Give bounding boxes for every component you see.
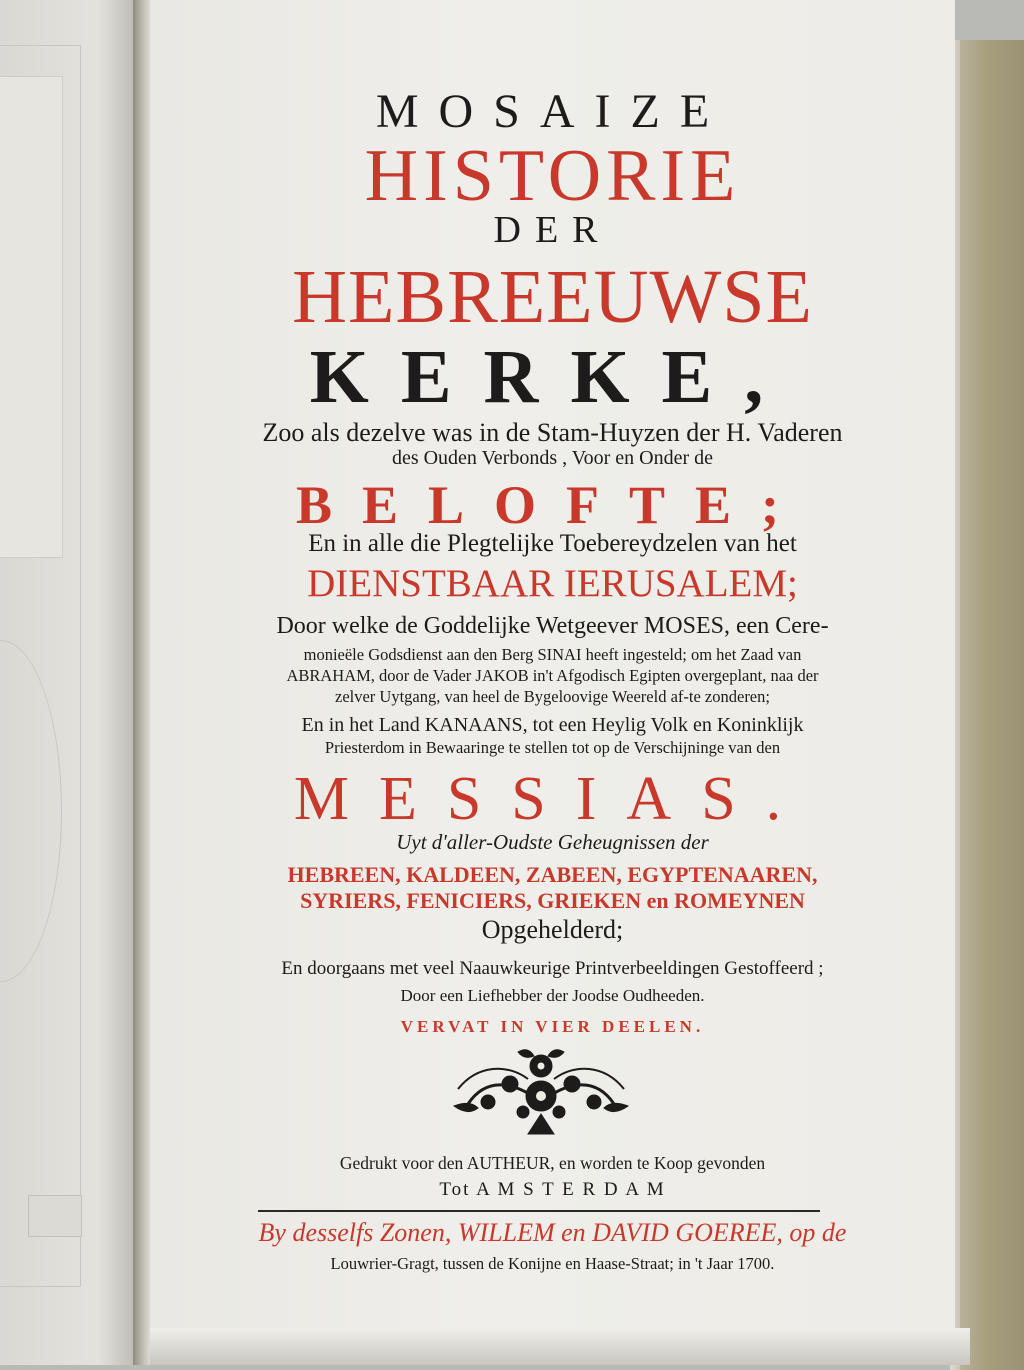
imprint-line-1: By desselfs Zonen, WILLEM en DAVID GOEREE, op de xyxy=(258,1218,847,1247)
opgehelderd-line: Opgehelderd; xyxy=(481,915,624,944)
title-line-kerke: KERKE, xyxy=(309,335,796,419)
doorgaans-line: En doorgaans met veel Naauwkeurige Printverbeeldingen Gestoffeerd ; xyxy=(281,958,824,979)
volumes-line: VERVAT IN VIER DEELEN. xyxy=(400,1017,705,1036)
paragraph-line-5: En in het Land KANAANS, tot een Heylig Volk en Koninklijk xyxy=(301,714,804,736)
title-line-belofte: BELOFTE; xyxy=(295,475,810,535)
imprint-rule xyxy=(258,1210,820,1212)
peoples-line-1: HEBREEN, KALDEEN, ZABEEN, EGYPTENAAREN, xyxy=(287,862,818,887)
paragraph-line-4: zelver Uytgang, van heel de Bygeloovige Weereld af-te zonderen; xyxy=(335,687,770,706)
facing-plate-panel xyxy=(0,76,63,558)
sources-intro: Uyt d'aller-Oudste Geheugnissen der xyxy=(396,830,709,854)
paragraph-line-6: Priesterdom in Bewaaringe te stellen tot op de Verschijninge van den xyxy=(324,738,781,757)
author-line: Door een Liefhebber der Joodse Oudheeden. xyxy=(400,986,705,1005)
book-cover-edge xyxy=(960,40,1024,1370)
imprint-line-2: Louwrier-Gragt, tussen de Konijne en Haase-Straat; in 't Jaar 1700. xyxy=(330,1254,775,1273)
title-line-hebreeuwse: HEBREEUWSE xyxy=(292,255,813,339)
title-page xyxy=(150,0,955,1365)
subtitle-line-3: En in alle die Plegtelijke Toebereydzelen van het xyxy=(308,530,797,557)
title-line-dienstbaar: DIENSTBAAR IERUSALEM; xyxy=(307,562,798,605)
subtitle-line-2: des Ouden Verbonds , Voor en Onder de xyxy=(391,447,714,469)
printers-ornament xyxy=(448,1044,634,1136)
title-line-messias: MESSIAS. xyxy=(293,765,812,833)
paragraph-line-1: Door welke de Goddelijke Wetgeever MOSES, een Cere- xyxy=(276,613,829,639)
facing-label xyxy=(28,1195,82,1237)
facing-page xyxy=(0,0,140,1365)
paragraph-line-2: monieële Godsdienst aan den Berg SINAI heeft ingesteld; om het Zaad van xyxy=(303,645,802,664)
title-line-historie: HISTORIE xyxy=(364,135,741,217)
peoples-line-2: SYRIERS, FENICIERS, GRIEKEN en ROMEYNEN xyxy=(300,888,805,913)
subtitle-line-1: Zoo als dezelve was in de Stam-Huyzen der H. Vaderen xyxy=(262,418,843,447)
city-line: Tot A M S T E R D A M xyxy=(439,1179,666,1200)
printed-for-line: Gedrukt voor den AUTHEUR, en worden te Koop gevonden xyxy=(339,1153,766,1173)
title-line-der: DER xyxy=(493,209,612,251)
paragraph-line-3: ABRAHAM, door de Vader JAKOB in't Afgodisch Egipten overgeplant, naa der xyxy=(286,666,819,685)
title-line-mosaize: MOSAIZE xyxy=(375,85,730,138)
